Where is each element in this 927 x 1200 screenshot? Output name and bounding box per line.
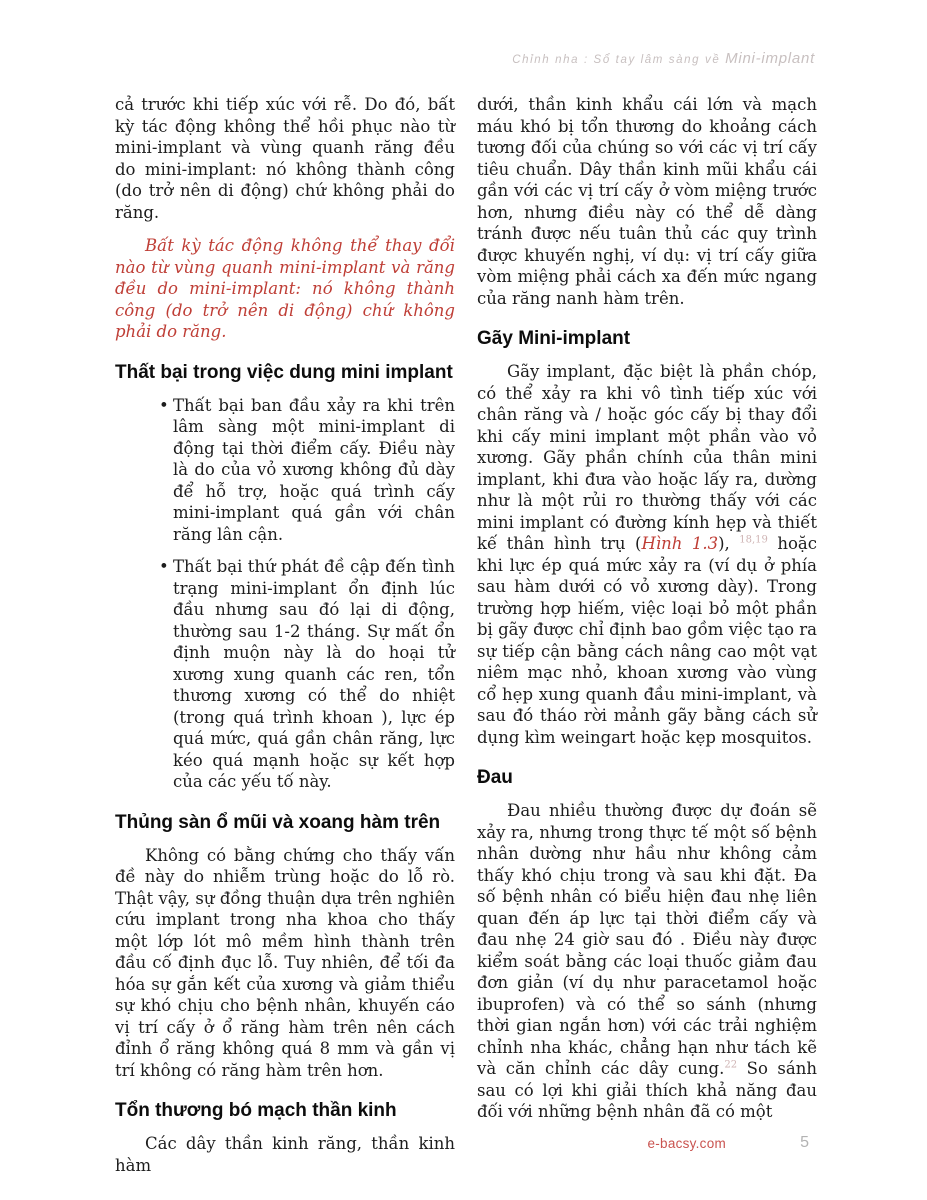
list-item: • Thất bại thứ phát đề cập đến tình trạng mini-implant ổn định lúc đầu nhưng sau đó lại di động, thường sau 1-2 tháng. Sự mất ổn định muộn này là do hoại tử xương xung quanh các ren, tổn thương xương có thể do nhiệt (trong quá trình khoan ), lực ép quá mức, quá gần chân răng, lực kéo quá mạnh hoặc sự kết hợp của các yếu tố này. <box>159 556 455 793</box>
list-item: • Thất bại ban đầu xảy ra khi trên lâm sàng một mini-implant di động tại thời điểm cấy. Điều này là do của vỏ xương không đủ dày để hỗ trợ, hoặc quá trình cấy mini-implant quá gần với chân răng lân cận. <box>159 395 455 546</box>
page-footer <box>0 1134 927 1158</box>
citation-superscript: 18,19 <box>739 534 768 546</box>
nerve-paragraph-continuation: dưới, thần kinh khẩu cái lớn và mạch máu khó bị tổn thương do khoảng cách tương đối của chúng so với các vị trí cấy tiêu chuẩn. Dây thần kinh mũi khẩu cái gần với các vị trí cấy ở vòm miệng trước hơn, nhưng điều này có thể dễ dàng tránh được nếu tuân thủ các quy trình được khuyến nghị, ví dụ: vị trí cấy giữa vòm miệng phải cách xa đến mức ngang của răng nanh hàm trên. <box>477 95 817 308</box>
intro-paragraph: cả trước khi tiếp xúc với rễ. Do đó, bất kỳ tác động không thể hồi phục nào từ mini-implant và vùng quanh răng đều do mini-implant: nó không thành công (do trở nên di động) chứ không phải do răng. <box>115 95 455 222</box>
section-heading-fracture: Gãy Mini-implant <box>477 328 631 349</box>
nerve-paragraph-start: Các dây thần kinh răng, thần kinh hàm <box>115 1134 455 1175</box>
watermark-site-label: e-bacsy.com <box>647 1136 726 1151</box>
fracture-paragraph-text: ), <box>718 534 730 553</box>
pain-paragraph <box>477 800 817 1123</box>
left-column <box>115 94 455 1188</box>
figure-reference-link: Hình 1.3 <box>641 534 719 553</box>
emphasis-quote-paragraph: Bất kỳ tác động không thể thay đổi nào từ vùng quanh mini-implant và răng đều do mini-implant: nó không thành công (do trở nên di động) chứ không phải do răng. <box>115 236 455 341</box>
right-column <box>477 94 817 1188</box>
fracture-paragraph-text: Gãy implant, đặc biệt là phần chóp, có thể xảy ra khi vô tình tiếp xúc với chân răng và / hoặc góc cấy bị thay đổi khi cấy mini implant một phần vào vỏ xương. Gãy phần chính của thân mini implant, khi đưa vào hoặc lấy ra, dường như là một rủi ro thường thấy với các mini implant có đường kính hẹp và thiết kế thân hình trụ ( <box>477 362 817 553</box>
pain-paragraph-text: So sánh sau có lợi khi giải thích khả năng đau đối với những bệnh nhân đã có một <box>477 1059 817 1121</box>
perforation-paragraph: Không có bằng chứng cho thấy vấn đề này do nhiễm trùng hoặc do lỗ rò. Thật vậy, sự đồng thuận dựa trên nghiên cứu implant trong nha khoa cho thấy một lớp lót mô mềm hình thành trên đầu cố định đục lỗ. Tuy nhiên, để tối đa hóa sự gắn kết của xương và giảm thiểu sự khó chịu cho bệnh nhân, khuyến cáo vị trí cấy ở ổ răng hàm trên nên cách đỉnh ổ răng không quá 8 mm và gần vị trí không có răng hàm trên hơn. <box>115 845 455 1080</box>
fracture-paragraph <box>477 361 817 748</box>
fracture-paragraph-text: hoặc khi lực ép quá mức xảy ra (ví dụ ở phía sau hàm dưới có vỏ xương dày). Trong trường hợp hiếm, việc loại bỏ một phần bị gãy được chỉ định bao gồm việc tạo ra sự tiếp cận bằng cách nâng cao một vạt niêm mạc nhỏ, khoan xương vào vùng cổ hẹp xung quanh đầu mini-implant, và sau đó tháo rời mảnh gãy bằng cách sử dụng kìm weingart hoặc kẹp mosquitos. <box>477 534 817 747</box>
section-heading-pain: Đau <box>477 767 513 788</box>
failure-bullet-list <box>115 395 455 793</box>
running-header <box>512 50 815 67</box>
citation-superscript: 22 <box>724 1059 738 1071</box>
running-header-book-title: Mini-implant <box>725 50 815 67</box>
pain-paragraph-text: Đau nhiều thường được dự đoán sẽ xảy ra, nhưng trong thực tế một số bệnh nhân dường như hầu như không cảm thấy khó chịu trong và sau khi đặt. Đa số bệnh nhân có biểu hiện đau nhẹ liên quan đến áp lực tại thời điểm cấy và đau nhẹ 24 giờ sau đó . Điều này được kiểm soát bằng các loại thuốc giảm đau đơn giản (ví dụ như paracetamol hoặc ibuprofen) và có thể so sánh (nhưng thời gian ngắn hơn) với các trải nghiệm chỉnh nha khác, chẳng hạn như tách kẽ và căn chỉnh các dây cung. <box>477 801 817 1078</box>
section-heading-nerve: Tổn thương bó mạch thần kinh <box>115 1100 397 1121</box>
section-heading-failure: Thất bại trong việc dung mini implant <box>115 361 453 383</box>
section-heading-perforation: Thủng sàn ổ mũi và xoang hàm trên <box>115 811 441 833</box>
page-number: 5 <box>800 1134 809 1151</box>
text-columns <box>115 94 817 1188</box>
running-header-prefix: Chỉnh nha : Sổ tay lâm sàng về <box>512 54 726 66</box>
